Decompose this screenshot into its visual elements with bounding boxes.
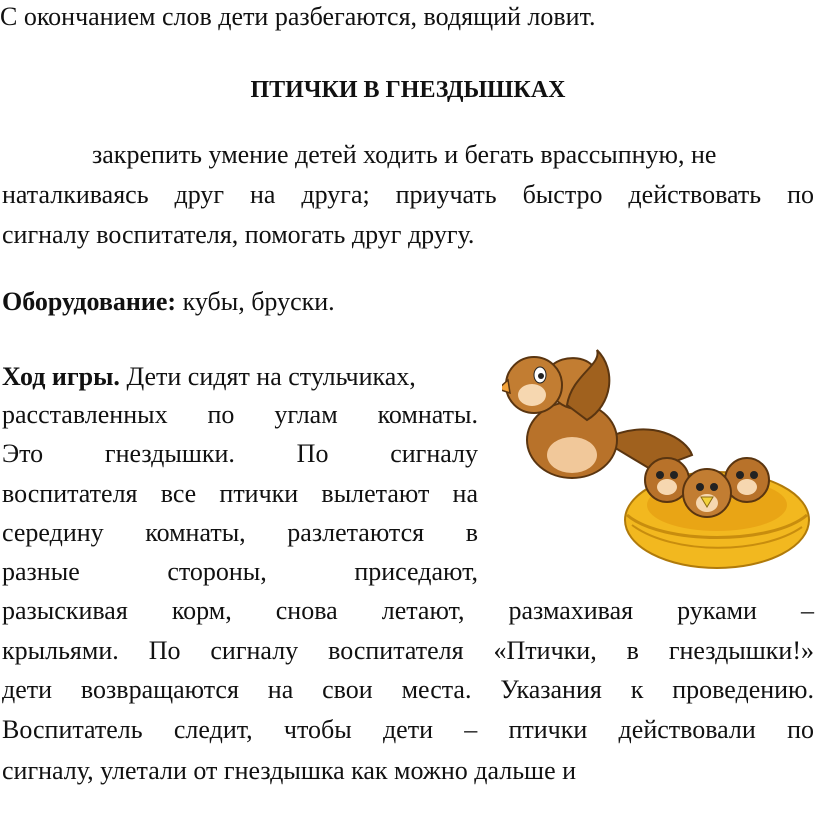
game-line-6: разные стороны, приседают,: [2, 557, 478, 586]
equipment-label: Оборудование:: [2, 287, 177, 316]
game-line-11: сигналу, улетали от гнездышка как можно дальше и: [2, 756, 577, 785]
nest: [625, 458, 809, 568]
game-line-8: крыльями. По сигналу воспитателя «Птички, в гнездышки!»: [2, 636, 814, 665]
equipment-text: кубы, бруски.: [176, 287, 335, 316]
game-line-4: воспитателя все птички вылетают на: [2, 479, 478, 508]
game-line-1: [2, 362, 416, 392]
page-title: ПТИЧКИ В ГНЕЗДЫШКАХ: [250, 77, 566, 103]
goal-line-1: закрепить умение детей ходить и бегать врассыпную, не: [92, 140, 717, 169]
intro-line: С окончанием слов дети разбегаются, водящий ловит.: [0, 2, 596, 31]
equipment-line: [2, 287, 335, 317]
game-text-1: Дети сидят на стульчиках,: [119, 362, 416, 391]
game-line-3: Это гнездышки. По сигналу: [2, 439, 478, 468]
birds-nest-illustration: [502, 345, 812, 575]
game-line-7: разыскивая корм, снова летают, размахивая руками –: [2, 596, 814, 625]
game-line-9: дети возвращаются на свои места. Указания к проведению.: [2, 675, 814, 704]
game-label: Ход игры.: [2, 362, 120, 391]
goal-line-3: сигналу воспитателя, помогать друг другу.: [2, 220, 475, 249]
game-line-5: середину комнаты, разлетаются в: [2, 518, 478, 547]
goal-line-2: наталкиваясь друг на друга; приучать быстро действовать по: [2, 180, 814, 209]
game-line-10: Воспитатель следит, чтобы дети – птички действовали по: [2, 715, 814, 744]
game-line-2: расставленных по углам комнаты.: [2, 400, 478, 429]
